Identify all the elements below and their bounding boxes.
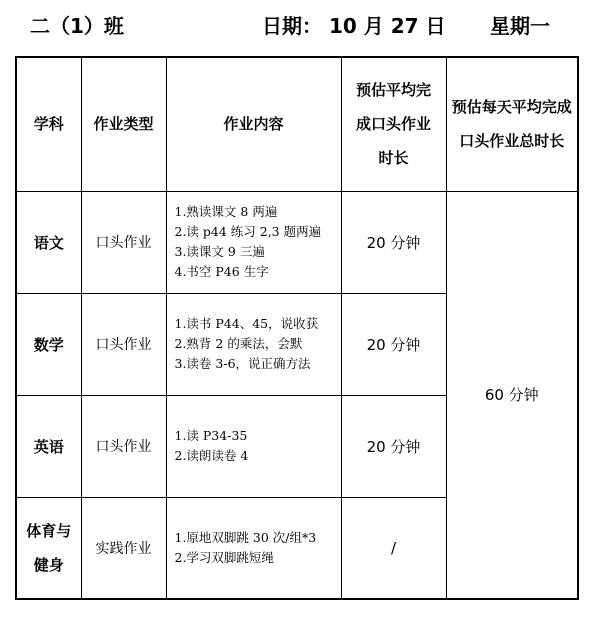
content-item: 1.原地双脚跳 30 次/组*3	[174, 529, 317, 545]
date-label: 日期： 10 月 27 日	[262, 14, 446, 38]
content-item: 2.读朗读卷 4	[174, 448, 249, 463]
table-row	[16, 191, 578, 293]
subject-cell: 体育与 健身	[16, 497, 81, 599]
duration-cell: 20 分钟	[341, 191, 446, 293]
content-cell	[166, 191, 341, 293]
content-cell	[166, 293, 341, 395]
subject-cell: 语文	[16, 191, 81, 293]
type-cell: 实践作业	[81, 497, 166, 599]
type-cell: 口头作业	[81, 395, 166, 497]
class-name: 二（1）班	[30, 14, 124, 38]
weekday-label: 星期一	[490, 14, 550, 38]
type-cell: 口头作业	[81, 191, 166, 293]
content-item: 1.读书 P44、45，说收获	[174, 316, 319, 331]
col-total-duration: 预估每天平均完成 口头作业总时长	[446, 57, 578, 191]
content-item: 1.读 P34-35	[174, 428, 248, 443]
type-cell: 口头作业	[81, 293, 166, 395]
content-cell	[166, 497, 341, 599]
content-item: 2.学习双脚跳短绳	[174, 549, 274, 565]
subject-cell: 数学	[16, 293, 81, 395]
content-item: 3.读卷 3-6，说正确方法	[174, 356, 311, 371]
duration-cell: 20 分钟	[341, 293, 446, 395]
total-duration-cell: 60 分钟	[446, 191, 578, 599]
content-item: 2.熟背 2 的乘法，会默	[174, 336, 303, 351]
content-item: 2.读 p44 练习 2,3 题两遍	[174, 224, 322, 239]
col-duration: 预估平均完 成口头作业 时长	[341, 57, 446, 191]
subject-cell: 英语	[16, 395, 81, 497]
col-subject: 学科	[16, 57, 81, 191]
content-item: 4.书空 P46 生字	[174, 264, 269, 279]
table-header-row	[16, 57, 578, 191]
content-item: 3.读课文 9 三遍	[174, 244, 265, 259]
content-item: 1.熟读课文 8 两遍	[174, 204, 278, 219]
duration-cell: /	[341, 497, 446, 599]
page-header	[0, 8, 591, 44]
content-cell	[166, 395, 341, 497]
col-type: 作业类型	[81, 57, 166, 191]
duration-cell: 20 分钟	[341, 395, 446, 497]
homework-table	[15, 56, 579, 600]
col-content: 作业内容	[166, 57, 341, 191]
